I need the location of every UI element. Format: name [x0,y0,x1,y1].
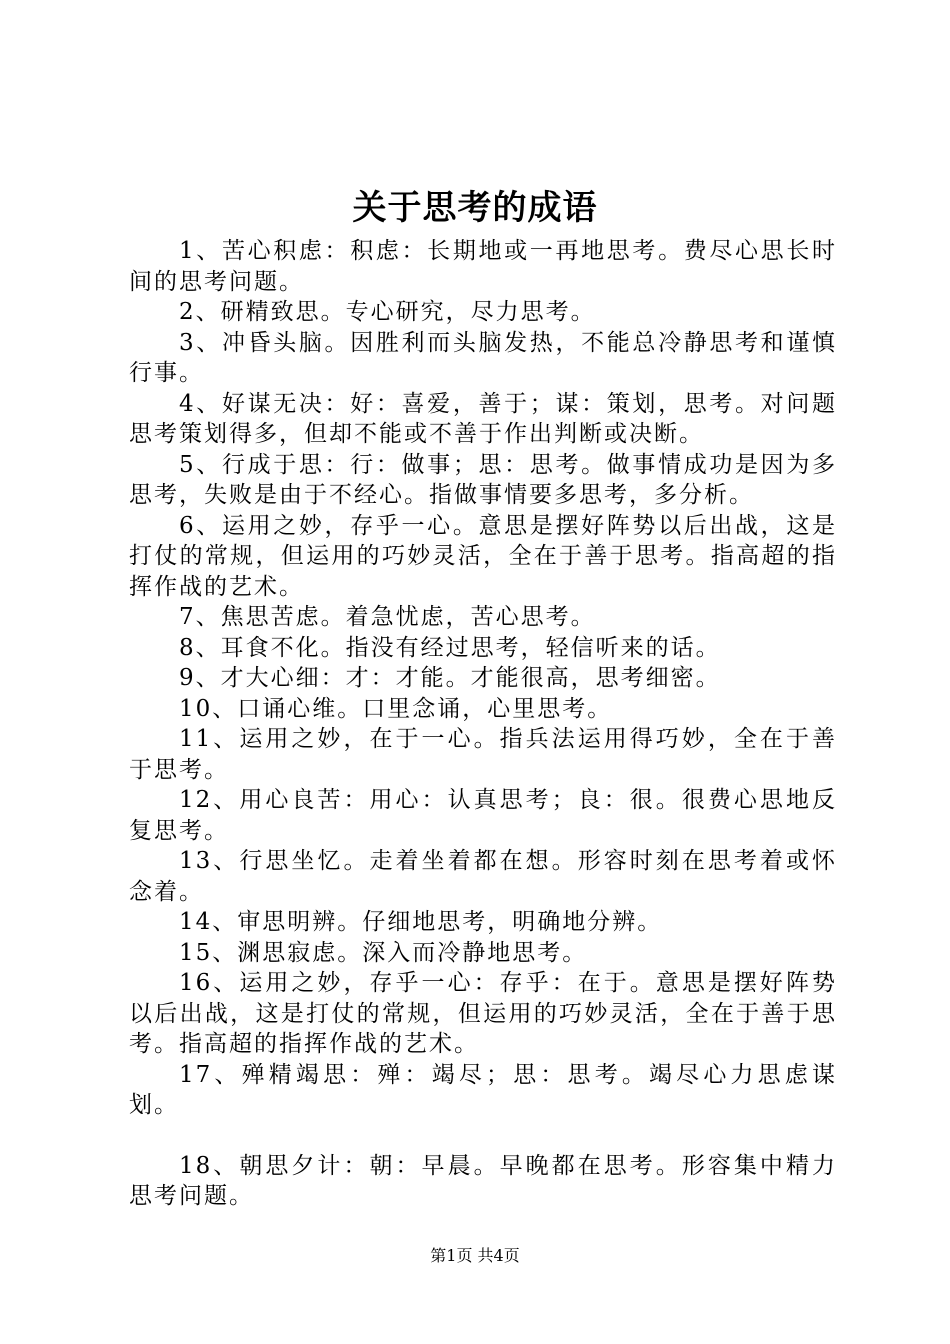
paragraph-17: 17、殚精竭思：殚：竭尽；思：思考。竭尽心力思虑谋划。 [129,1061,837,1118]
paragraph-16: 16、运用之妙，存乎一心：存乎：在于。意思是摆好阵势以后出战，这是打仗的常规，但运用的巧妙灵活，全在于善于思考。指高超的指挥作战的艺术。 [129,970,837,1057]
paragraph-18: 18、朝思夕计：朝：早晨。早晚都在思考。形容集中精力思考问题。 [129,1152,837,1209]
paragraph-4: 4、好谋无决：好：喜爱，善于；谋：策划，思考。对问题思考策划得多，但却不能或不善于作出判断或决断。 [129,390,837,447]
paragraph-10: 10、口诵心维。口里念诵，心里思考。 [179,695,613,722]
paragraph-3: 3、冲昏头脑。因胜利而头脑发热，不能总冷静思考和谨慎行事。 [129,329,837,386]
paragraph-1: 1、苦心积虑：积虑：长期地或一再地思考。费尽心思长时间的思考问题。 [129,238,837,295]
paragraph-8: 8、耳食不化。指没有经过思考，轻信听来的话。 [179,634,721,661]
document-title: 关于思考的成语 [352,188,598,228]
paragraph-15: 15、渊思寂虑。深入而冷静地思考。 [179,939,588,966]
paragraph-13: 13、行思坐忆。走着坐着都在想。形容时刻在思考着或怀念着。 [129,848,837,905]
paragraph-12: 12、用心良苦：用心：认真思考；良：很。很费心思地反复思考。 [129,787,837,844]
page-footer: 第1页 共4页 [430,1246,520,1265]
paragraph-7: 7、焦思苦虑。着急忧虑，苦心思考。 [179,604,596,630]
paragraph-5: 5、行成于思：行：做事；思：思考。做事情成功是因为多思考，失败是由于不经心。指做事情要多思考，多分析。 [129,451,837,508]
document-body [129,236,837,1212]
paragraph-11: 11、运用之妙，在于一心。指兵法运用得巧妙，全在于善于思考。 [129,726,837,783]
paragraph-14: 14、审思明辨。仔细地思考，明确地分辨。 [179,909,663,935]
paragraph-2: 2、研精致思。专心研究，尽力思考。 [179,299,596,325]
paragraph-6: 6、运用之妙，存乎一心。意思是摆好阵势以后出战，这是打仗的常规，但运用的巧妙灵活，全在于善于思考。指高超的指挥作战的艺术。 [129,512,837,600]
paragraph-9: 9、才大心细：才：才能。才能很高，思考细密。 [179,665,721,691]
